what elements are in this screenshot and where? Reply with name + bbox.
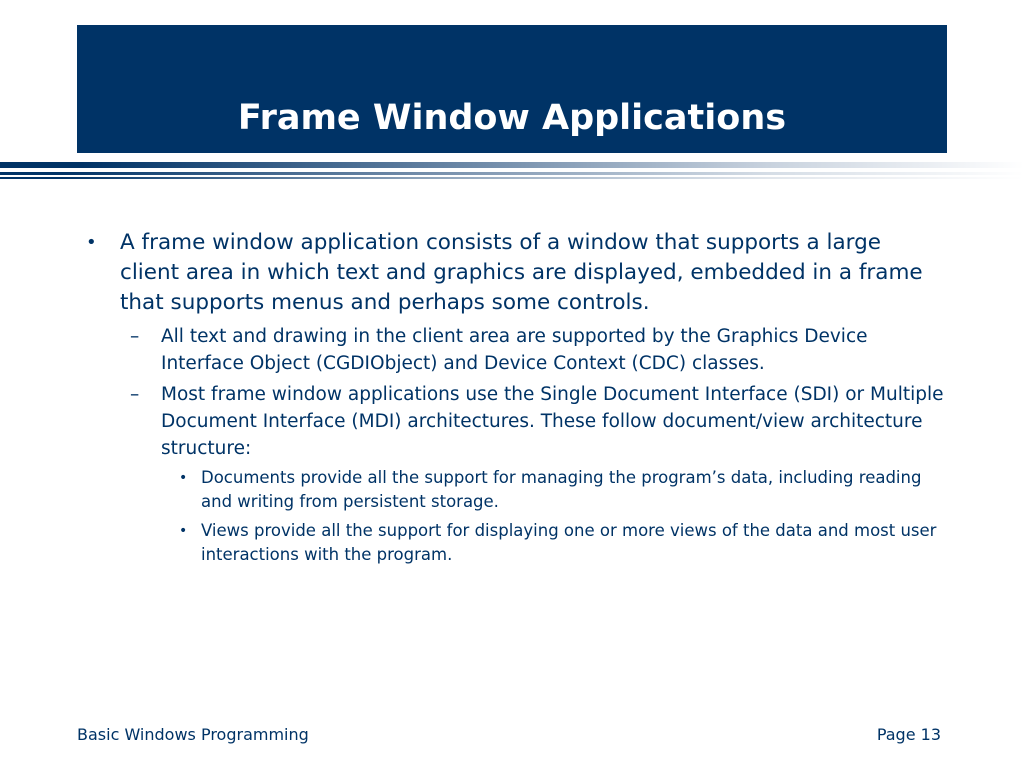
sub-sub-bullet-text: Views provide all the support for displaying one or more views of the data and most user interactions with the program. — [201, 521, 937, 564]
sub-sub-bullet-views — [84, 519, 944, 567]
divider-rule-thin — [0, 177, 1024, 179]
dash-marker: – — [130, 384, 140, 405]
sub-bullet-text: Most frame window applications use the Single Document Interface (SDI) or Multiple Document Interface (MDI) architectures. These follow document/view architecture structure: — [161, 384, 944, 459]
sub-bullet-sdi-mdi — [84, 381, 944, 462]
bullet-marker: • — [86, 232, 97, 253]
footer-page-number: Page 13 — [876, 725, 941, 744]
sub-bullet-text: All text and drawing in the client area are supported by the Graphics Device Interface Object (CGDIObject) and Device Context (CDC) classes. — [161, 326, 868, 374]
slide-body — [84, 228, 944, 572]
bullet-frame-window-application — [84, 228, 944, 318]
sub-sub-bullet-documents — [84, 466, 944, 514]
dash-marker: – — [130, 326, 140, 347]
bullet-text: A frame window application consists of a window that supports a large client area in which text and graphics are displayed, embedded in a frame that supports menus and perhaps some controls. — [120, 230, 923, 315]
sub-bullet-gdi-support — [84, 323, 944, 377]
divider-rule-thick — [0, 162, 1024, 168]
small-bullet-marker: • — [179, 470, 188, 486]
divider-rule-medium — [0, 172, 1024, 175]
slide-title: Frame Window Applications — [237, 98, 787, 138]
sub-sub-bullet-text: Documents provide all the support for managing the program’s data, including reading and writing from persistent storage. — [201, 468, 922, 511]
title-area — [77, 25, 947, 153]
small-bullet-marker: • — [179, 523, 188, 539]
footer-course-title: Basic Windows Programming — [77, 725, 309, 744]
